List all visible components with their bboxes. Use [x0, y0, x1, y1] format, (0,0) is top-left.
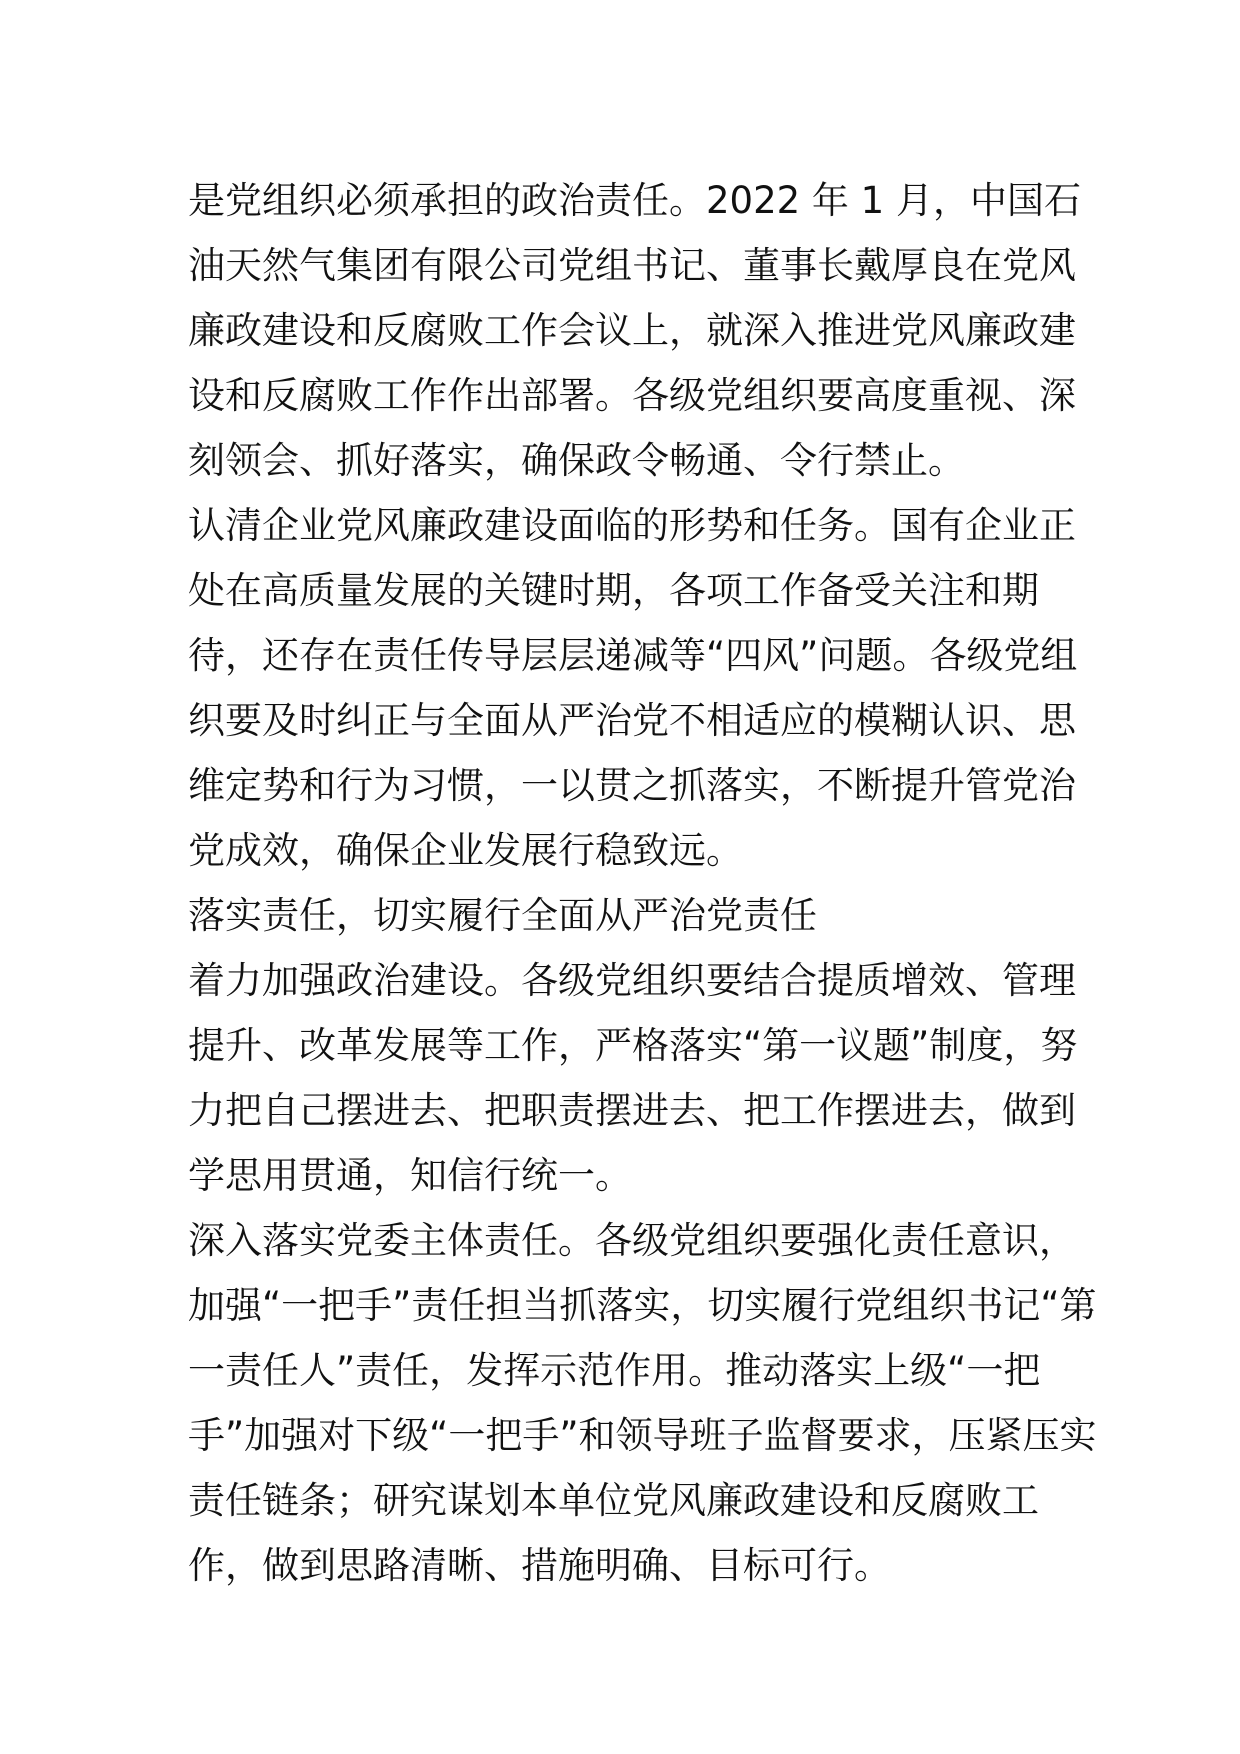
paragraph-main-responsibility: 深入落实党委主体责任。各级党组织要强化责任意识，加强“一把手”责任担当抓落实，切实履行党组织书记“第一责任人”责任，发挥示范作用。推动落实上级“一把手”加强对下级“一把手”和领导班子监督要求，压紧压实责任链条；研究谋划本单位党风廉政建设和反腐败工作，做到思路清晰、措施明确、目标可行。	[188, 1219, 1097, 1587]
paragraph-political-construction: 着力加强政治建设。各级党组织要结合提质增效、管理提升、改革发展等工作，严格落实“第一议题”制度，努力把自己摆进去、把职责摆进去、把工作摆进去，做到学思用贯通，知信行统一。	[188, 959, 1078, 1197]
paragraph-political-responsibility: 是党组织必须承担的政治责任。2022 年 1 月，中国石油天然气集团有限公司党组书记、董事长戴厚良在党风廉政建设和反腐败工作会议上，就深入推进党风廉政建设和反腐败工作作出部署。各级党组织要高度重视、深刻领会、抓好落实，确保政令畅通、令行禁止。	[188, 179, 1081, 482]
paragraph-situation-and-tasks: 认清企业党风廉政建设面临的形势和任务。国有企业正处在高质量发展的关键时期，各项工作备受关注和期待，还存在责任传导层层递减等“四风”问题。各级党组织要及时纠正与全面从严治党不相适应的模糊认识、思维定势和行为习惯，一以贯之抓落实，不断提升管党治党成效，确保企业发展行稳致远。	[188, 504, 1078, 872]
section-heading-implement-responsibility: 落实责任，切实履行全面从严治党责任	[188, 894, 817, 937]
document-body	[188, 168, 1108, 1598]
